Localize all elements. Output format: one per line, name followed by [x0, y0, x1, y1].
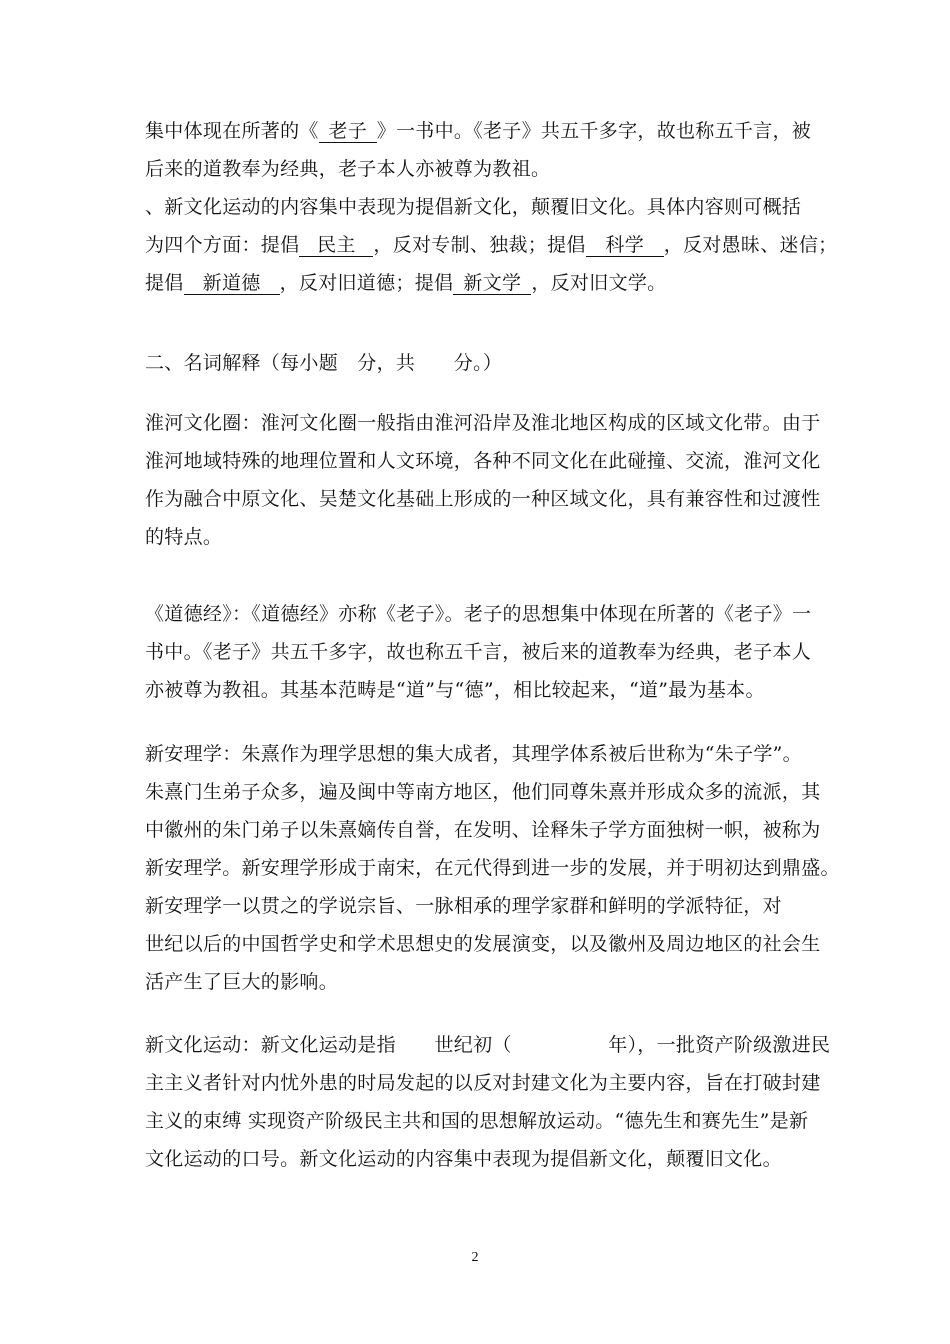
section-heading: 二、名词解释（每小题 分，共 分。） — [145, 352, 503, 374]
laozi-line-2: 后来的道教奉为经典，老子本人亦被尊为教祖。 — [145, 158, 551, 180]
answer-blank-xinwenxue: 新文学 — [453, 272, 531, 295]
xinwenhua-line-1: 、新文化运动的内容集中表现为提倡新文化，颠覆旧文化。具体内容则可概括 — [145, 196, 802, 218]
page-number: 2 — [471, 1250, 479, 1265]
laozi-line-1 — [145, 119, 811, 143]
answer-blank-laozi: 老子 — [319, 120, 377, 143]
term-xinwenhua-line: 文化运动的口号。新文化运动的内容集中表现为提倡新文化，颠覆旧文化。 — [145, 1148, 782, 1170]
term-xinanlixue-line: 活产生了巨大的影响。 — [145, 971, 339, 993]
text-segment: 为四个方面：提倡 — [145, 234, 300, 256]
term-huaihe-line: 淮河地域特殊的地理位置和人文环境，各种不同文化在此碰撞、交流，淮河文化 — [145, 450, 821, 472]
answer-blank-minzhu: 民主 — [299, 234, 373, 257]
term-xinwenhua-line: 主义的束缚 实现资产阶级民主共和国的思想解放运动。“德先生和赛先生”是新 — [145, 1110, 809, 1132]
term-xinanlixue-line: 新安理学：朱熹作为理学思想的集大成者，其理学体系被后世称为“朱子学”。 — [145, 743, 802, 765]
term-xinwenhua-line: 主主义者针对内忧外患的时局发起的以反对封建文化为主要内容，旨在打破封建 — [145, 1072, 821, 1094]
xinwenhua-line-2 — [145, 233, 837, 257]
text-segment: ，反对旧文学。 — [531, 272, 667, 294]
answer-blank-kexue: 科学 — [586, 234, 664, 257]
term-xinanlixue-line: 朱熹门生弟子众多，遍及闽中等南方地区，他们同尊朱熹并形成众多的流派，其 — [145, 781, 821, 803]
term-daodejing-line: 书中。《老子》共五千多字，故也称五千言，被后来的道教奉为经典，老子本人 — [145, 641, 812, 663]
text-segment: ，反对愚昧、迷信； — [663, 234, 838, 256]
term-huaihe-line: 作为融合中原文化、吴楚文化基础上形成的一种区域文化，具有兼容性和过渡性 — [145, 488, 821, 510]
text-segment: ，反对专制、独裁；提倡 — [373, 234, 586, 256]
term-xinanlixue-line: 新安理学。新安理学形成于南宋，在元代得到进一步的发展，并于明初达到鼎盛。 — [145, 857, 840, 879]
term-xinanlixue-line: 新安理学一以贯之的学说宗旨、一脉相承的理学家群和鲜明的学派特征，对 — [145, 895, 782, 917]
text-segment: 》一书中。《老子》共五千多字，故也称五千言，被 — [376, 120, 812, 142]
term-daodejing-line: 《道德经》：《道德经》亦称《老子》。老子的思想集中体现在所著的《老子》一 — [145, 603, 812, 625]
term-huaihe-line: 淮河文化圈：淮河文化圈一般指由淮河沿岸及淮北地区构成的区域文化带。由于 — [145, 412, 821, 434]
xinwenhua-line-3 — [145, 271, 666, 295]
term-xinanlixue-line: 世纪以后的中国哲学史和学术思想史的发展演变，以及徽州及周边地区的社会生 — [145, 933, 821, 955]
term-xinanlixue-line: 中徽州的朱门弟子以朱熹嫡传自誉，在发明、诠释朱子学方面独树一帜，被称为 — [145, 819, 821, 841]
term-daodejing-line: 亦被尊为教祖。其基本范畴是“道”与“德”，相比较起来，“道”最为基本。 — [145, 679, 765, 701]
text-segment: ，反对旧道德；提倡 — [279, 272, 454, 294]
term-huaihe-line: 的特点。 — [145, 526, 223, 548]
answer-blank-xindaode: 新道德 — [184, 272, 280, 295]
term-xinwenhua-line: 新文化运动：新文化运动是指 世纪初（ 年），一批资产阶级激进民 — [145, 1034, 831, 1056]
text-segment: 集中体现在所著的《 — [145, 120, 319, 142]
text-segment: 提倡 — [145, 272, 184, 294]
